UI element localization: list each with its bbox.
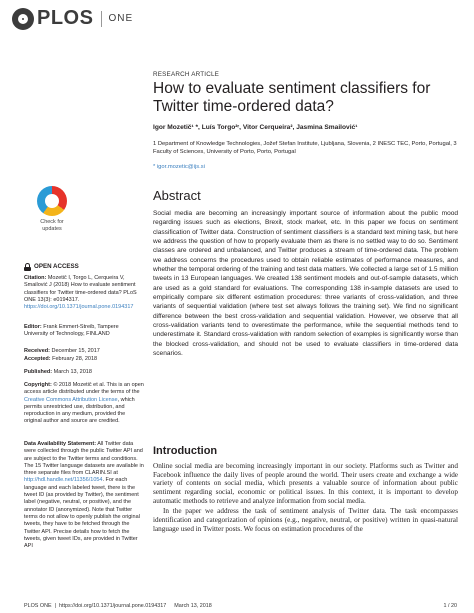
plos-one-logo[interactable] [12, 7, 133, 30]
received-date [24, 348, 144, 355]
editor-text: Frank Emmert-Streib, Tampere University of Technology, FINLAND [24, 324, 119, 338]
editor-label: Editor: [24, 324, 42, 330]
citation-label: Citation: [24, 275, 47, 281]
introduction-paragraph-1: Online social media are becoming increasingly important in our society. Platforms such as Twitter and Facebook influence the daily lives of people around the world. Their users create and exchange a wide variety of contents on social media, which presents a valuable source of information about public sentiment regarding social, economic or political issues. In this context, it is important to develop automatic methods to retrieve and analyze information from social media. [153, 462, 458, 505]
availability-label: Data Availability Statement: [24, 441, 97, 447]
author-list: Igor Mozetič¹ *, Luís Torgo²ʳ, Vitor Cerqueira², Jasmina Smailović¹ [153, 124, 358, 131]
accepted-date [24, 356, 144, 363]
footer-page-number: 1 / 20 [443, 603, 457, 609]
open-access-text: OPEN ACCESS [34, 263, 79, 271]
cc-license-link[interactable]: Creative Commons Attribution License [24, 396, 118, 403]
open-access-label [24, 263, 144, 271]
open-lock-icon [24, 263, 31, 271]
check-for-updates-badge[interactable] [32, 186, 72, 240]
published-label: Published: [24, 369, 53, 375]
accepted-label: Accepted: [24, 356, 51, 362]
article-type-label: RESEARCH ARTICLE [153, 71, 220, 78]
published-date [24, 369, 144, 376]
journal-header [0, 0, 474, 34]
abstract-text: Social media are becoming an increasingly important source of information about the public mood regarding issues such as elections, Brexit, stock market, etc. In this paper we focus on sentiment classification of Twitter data. Construction of sentiment classifiers is a standard text mining task, but here we address the question of how to properly evaluate them as there is no settled way to do so. Sentiment classes are ordered and unbalanced, and Twitter produces a stream of time-ordered data. The problem we address concerns the procedures used to obtain reliable estimates of performance measures, and whether the temporal ordering of the training and test data matters. We collected a large set of 1.5 million tweets in 13 European languages. We created 138 sentiment models and out-of-sample datasets, which are used as a gold standard for evaluations. The corresponding 138 in-sample datasets are used to empirically compare six different estimation procedures: three variants of cross-validation, and three variants of sequential validation (where test set always follows the training set). We find no significant difference between the best cross-validation and sequential validation. However, we observe that all cross-validation variants tend to overestimate the performance, while the sequential methods tend to underestimate it. Standard cross-validation with random selection of examples is significantly worse than the blocked cross-validation, and should not be used to evaluate classifiers in time-ordered data scenarios. [153, 210, 458, 358]
availability-text-1: All Twitter data were collected through the public Twitter API and are subject to the Twitter terms and conditions. The 15 Twitter language datasets are available in three separate files from CLARIN.SI at [24, 441, 144, 477]
citation-block [24, 275, 144, 311]
footer-separator: | [54, 603, 56, 609]
data-availability-block [24, 441, 144, 550]
copyright-text-1: © 2018 Mozetič et al. This is an open access article distributed under the terms of the [24, 382, 144, 396]
clarin-handle-link[interactable]: http://hdl.handle.net/11356/1054 [24, 477, 103, 484]
logo-separator [101, 11, 102, 27]
published-text: March 13, 2018 [53, 369, 92, 375]
footer-doi-link[interactable]: https://doi.org/10.1371/journal.pone.0194317 [58, 603, 167, 609]
received-text: December 15, 2017 [51, 348, 100, 354]
accepted-text: February 28, 2018 [52, 356, 98, 362]
copyright-label: Copyright: [24, 382, 52, 388]
availability-text-2: . For each language and each labeled tweet, there is the tweet ID (as provided by Twitter), the sentiment label (negative, neutral, or positive), and the annotator ID (anonymized). Note that Twitter terms do not allow to openly publish the original tweets, they have to be fetched through the Twitter API. Precise details how to fetch the tweets, given tweet IDs, are provided in Twitter API [24, 477, 140, 550]
page-footer [24, 603, 457, 609]
citation-doi-link[interactable]: https://doi.org/10.1371/journal.pone.0194317 [24, 304, 134, 311]
received-label: Received: [24, 348, 50, 354]
logo-text: PLOS [37, 7, 94, 29]
abstract-heading: Abstract [153, 188, 201, 203]
citation-text: Mozetič I, Torgo L, Cerqueira V, Smailović J (2018) How to evaluate sentiment classifiers for Twitter time-ordered data? PLoS ONE 13(3): e0194317. [24, 275, 137, 303]
introduction-body [153, 462, 458, 533]
affiliations: 1 Department of Knowledge Technologies, Jožef Stefan Institute, Ljubljana, Slovenia, 2 INESC TEC, Porto, Portugal, 3 Faculty of Sciences, University of Porto, Porto, Portugal [153, 141, 457, 155]
editor-block [24, 324, 144, 339]
copyright-block [24, 382, 144, 426]
check-for-updates-icon [37, 186, 67, 216]
plos-logo-icon [12, 8, 34, 30]
logo-subtitle: ONE [108, 13, 134, 24]
introduction-heading: Introduction [153, 445, 218, 457]
copyright-text-2: , which permits unrestricted use, distribution, and reproduction in any medium, provided the original author and source are credited. [24, 396, 135, 425]
article-title: How to evaluate sentiment classifiers for Twitter time-ordered data? [153, 80, 431, 115]
corresponding-email-link[interactable]: * igor.mozetic@ijs.si [153, 164, 205, 170]
check-for-updates-label: Check for updates [40, 219, 64, 232]
footer-date: March 13, 2018 [174, 603, 212, 609]
introduction-paragraph-2: In the paper we address the task of sentiment analysis of Twitter data. The task encompasses identification and categorization of opinions (e.g., negative, neutral, or positive) written in quasi-natural language used in Twitter posts. We focus on estimation procedures of the [153, 507, 458, 533]
footer-journal: PLOS ONE [24, 603, 52, 609]
